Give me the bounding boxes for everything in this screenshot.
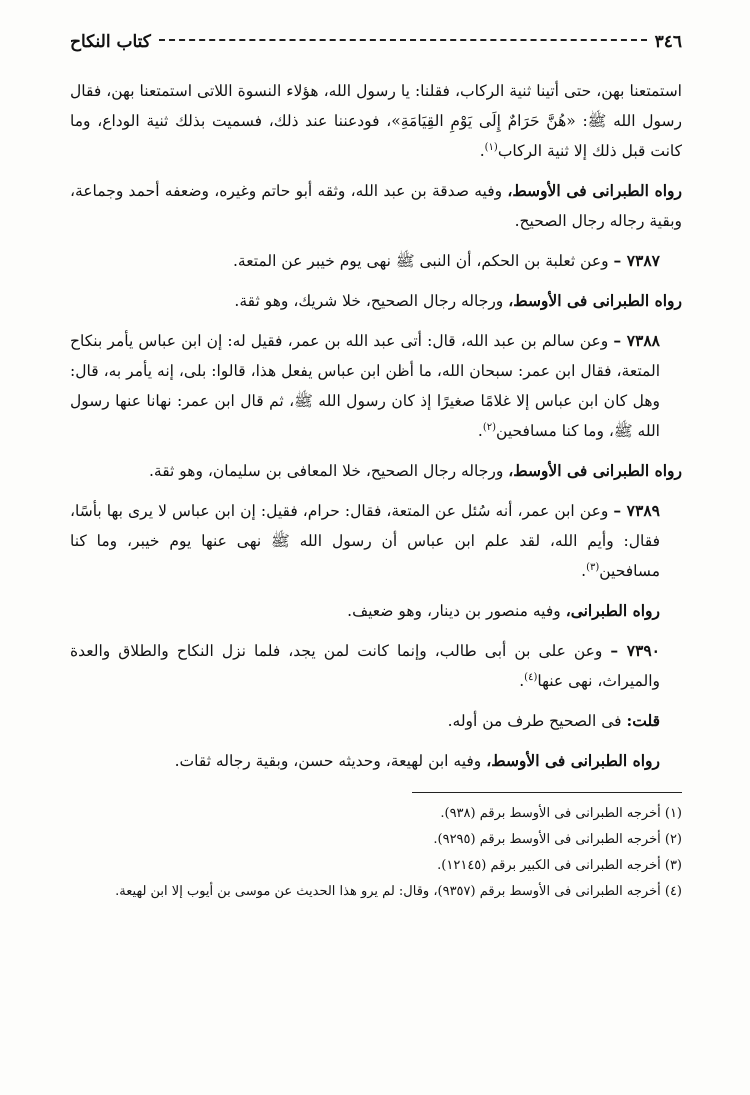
narration-note <box>70 746 682 776</box>
hadith-7387 <box>70 246 682 276</box>
hadith-7388: ٧٣٨٨ – وعن سالم بن عبد الله، قال: أتى عبد الله بن عمر، فقيل له: إن ابن عباس يأمر بنكاح المتعة، فقال ابن عمر: سبحان الله، ما أظن ابن عباس يفعل هذا، قالوا: بلى، إنه يأمر به، قال: وهل كان ابن عباس إلا غلامًا صغيرًا إذ كان رسول الله ﷺ، ثم قال ابن عمر: نهانا عنها رسول الله ﷺ، وما كنا مسافحين$^{(٢)}$. <box>70 331 660 440</box>
text: وعن سالم بن عبد الله، قال: أتى عبد الله بن عمر، فقيل له: إن ابن عباس يأمر بنكاح المتعة، فقال ابن عمر: سبحان الله، ما أظن ابن عباس يفعل هذا، قالوا: بلى، إنه يأمر به، قال: وهل كان ابن عباس إلا غلامًا صغيرًا إذ كان رسول الله ﷺ، ثم قال ابن عمر: نهانا عنها رسول الله ﷺ، وما كنا مسافحين <box>70 332 660 440</box>
text: ورجاله رجال الصحيح، خلا شريك، وهو ثقة. <box>234 292 509 310</box>
footnote-separator <box>412 792 682 793</box>
text: وعن ابن عمر، أنه سُئل عن المتعة، فقال: حرام، فقيل: إن ابن عباس لا يرى بها بأسًا، فقال: وأيم الله، لقد علم ابن عباس أن رسول الله ﷺ نهى عنها يوم خيبر، وما كنا مسافحين <box>70 502 660 580</box>
footnote: (٤) أخرجه الطبرانى فى الأوسط برقم (٩٣٥٧)، وقال: لم يرو هذا الحديث عن موسى بن أيوب إلا ابن لهيعة. <box>115 884 682 899</box>
hadith-number: ٧٣٨٨ – <box>613 331 660 350</box>
editor-note <box>70 706 682 736</box>
text: وعن على بن أبى طالب، وإنما كانت لمن يجد، فلما نزل النكاح والطلاق والعدة والميراث، نهى عنها <box>70 642 660 690</box>
page-header <box>70 32 682 62</box>
narration-note <box>70 456 682 486</box>
narration-note <box>70 286 682 316</box>
source-label: رواه الطبرانى فى الأوسط، <box>507 181 682 200</box>
source-label: رواه الطبرانى فى الأوسط، <box>486 751 660 770</box>
footnote: (٢) أخرجه الطبرانى فى الأوسط برقم (٩٢٩٥). <box>433 832 682 847</box>
narration-note <box>70 596 682 626</box>
source-label: رواه الطبرانى فى الأوسط، <box>508 461 682 480</box>
paragraph: استمتعنا بهن، حتى أتينا ثنية الركاب، فقلنا: يا رسول الله، هؤلاء النسوة اللاتى استمتعنا بهن، فقال رسول الله ﷺ: «هُنَّ حَرَامٌ إِلَى يَوْمِ القِيَامَةِ»، فودعننا عند ذلك، فسميت بذلك ثنية الوداع، وما كانت قبل ذلك إلا ثنية الركاب$^{(١)}$. <box>70 82 682 160</box>
footnote-ref: (٣) <box>586 561 600 573</box>
hadith-number: ٧٣٨٧ – <box>613 251 660 270</box>
note-label: قلت: <box>626 711 660 730</box>
text: وفيه منصور بن دينار، وهو ضعيف. <box>347 602 566 620</box>
footnotes <box>70 801 682 905</box>
source-label: رواه الطبرانى، <box>565 601 660 620</box>
hadith-number: ٧٣٨٩ – <box>613 501 660 520</box>
footnote-ref: (٢) <box>482 421 497 433</box>
book-title: كتاب النكاح <box>70 32 151 52</box>
main-text <box>70 76 682 776</box>
narration-note <box>70 176 682 236</box>
footnote: (١) أخرجه الطبرانى فى الأوسط برقم (٩٣٨). <box>440 806 682 821</box>
hadith-7390: ٧٣٩٠ – وعن على بن أبى طالب، وإنما كانت لمن يجد، فلما نزل النكاح والطلاق والعدة والميراث، نهى عنها$^{(٤)}$. <box>70 641 660 690</box>
hadith-7389: ٧٣٨٩ – وعن ابن عمر، أنه سُئل عن المتعة، فقال: حرام، فقيل: إن ابن عباس لا يرى بها بأسًا، فقال: وأيم الله، لقد علم ابن عباس أن رسول الله ﷺ نهى عنها يوم خيبر، وما كنا مسافحين$^{(٣)}$. <box>70 501 660 580</box>
hadith-number: ٧٣٩٠ – <box>610 641 660 660</box>
text: فى الصحيح طرف من أوله. <box>447 712 627 730</box>
header-dashed-rule <box>159 39 647 41</box>
page-number: ٣٤٦ <box>654 32 682 52</box>
footnote-ref: (١) <box>484 141 498 153</box>
footnote-ref: (٤) <box>524 671 538 683</box>
text: وفيه صدقة بن عبد الله، وثقه أبو حاتم وغيره، وضعفه أحمد وجماعة، وبقية رجاله رجال الصحيح. <box>70 182 682 230</box>
text: ورجاله رجال الصحيح، خلا المعافى بن سليمان، وهو ثقة. <box>148 462 509 480</box>
footnote: (٣) أخرجه الطبرانى فى الكبير برقم (١٢١٤٥). <box>437 858 682 873</box>
text: وفيه ابن لهيعة، وحديثه حسن، وبقية رجاله ثقات. <box>174 752 487 770</box>
text: استمتعنا بهن، حتى أتينا ثنية الركاب، فقلنا: يا رسول الله، هؤلاء النسوة اللاتى استمتعنا بهن، فقال رسول الله ﷺ: «هُنَّ حَرَامٌ إِلَى يَوْمِ القِيَامَةِ»، فودعننا عند ذلك، فسميت بذلك ثنية الوداع، وما كانت قبل ذلك إلا ثنية الركاب <box>70 82 682 160</box>
source-label: رواه الطبرانى فى الأوسط، <box>508 291 682 310</box>
text: وعن ثعلبة بن الحكم، أن النبى ﷺ نهى يوم خيبر عن المتعة. <box>233 252 614 270</box>
